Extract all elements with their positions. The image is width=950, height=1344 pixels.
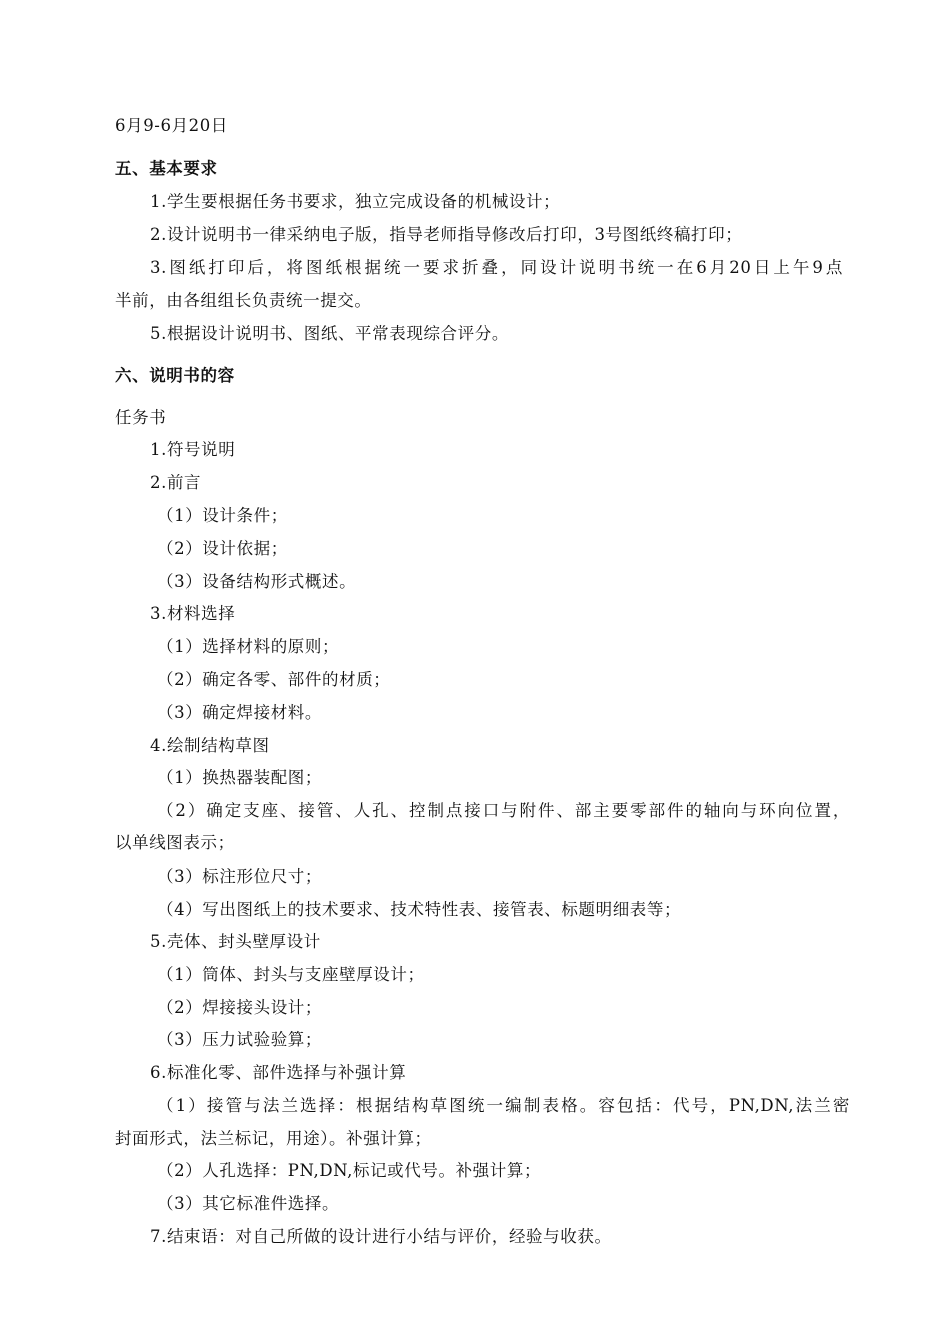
content-sub-item: （3）确定焊接材料。 <box>157 703 322 722</box>
requirement-item-3-cont: 半前，由各组组长负责统一提交。 <box>115 291 372 310</box>
content-sub-item: （1）筒体、封头与支座壁厚设计； <box>157 965 425 984</box>
content-sub-item: （1）设计条件； <box>157 506 288 525</box>
requirement-item-5: 5.根据设计说明书、图纸、平常表现综合评分。 <box>150 324 509 343</box>
section-heading-6: 六、说明书的容 <box>115 366 235 385</box>
content-sub-item: （1）选择材料的原则； <box>157 637 340 656</box>
content-item-1: 1.符号说明 <box>150 440 236 459</box>
content-sub-item: （4）写出图纸上的技术要求、技术特性表、接管表、标题明细表等； <box>157 900 682 919</box>
content-item-7: 7.结束语：对自己所做的设计进行小结与评价，经验与收获。 <box>150 1227 612 1246</box>
requirement-item-2: 2.设计说明书一律采纳电子版，指导老师指导修改后打印，3号图纸终稿打印； <box>150 225 743 244</box>
content-sub-item: （3）压力试验验算； <box>157 1030 322 1049</box>
content-sub-item: （1）接管与法兰选择：根据结构草图统一编制表格。容包括：代号，PN,DN,法兰密 <box>157 1096 850 1115</box>
content-sub-item: （2）人孔选择：PN,DN,标记或代号。补强计算； <box>157 1161 542 1180</box>
content-sub-item: （3）其它标准件选择。 <box>157 1194 340 1213</box>
content-sub-item: （2）确定各零、部件的材质； <box>157 670 391 689</box>
content-sub-item: （3）设备结构形式概述。 <box>157 572 357 591</box>
content-item-3: 3.材料选择 <box>150 604 236 623</box>
content-item-5: 5.壳体、封头壁厚设计 <box>150 932 321 951</box>
content-item-2: 2.前言 <box>150 473 202 492</box>
content-item-6: 6.标准化零、部件选择与补强计算 <box>150 1063 407 1082</box>
content-sub-item: （2）设计依据； <box>157 539 288 558</box>
date-range: 6月9-6月20日 <box>115 116 228 135</box>
content-sub-item-cont: 以单线图表示； <box>115 833 235 852</box>
content-sub-item-cont: 封面形式，法兰标记，用途）。补强计算； <box>115 1129 432 1148</box>
content-sub-item: （3）标注形位尺寸； <box>157 867 322 886</box>
requirement-item-3: 3.图纸打印后，将图纸根据统一要求折叠，同设计说明书统一在6月20日上午9点 <box>150 258 843 277</box>
content-sub-item: （2）焊接接头设计； <box>157 998 322 1017</box>
content-task-book: 任务书 <box>115 408 167 427</box>
requirement-item-1: 1.学生要根据任务书要求，独立完成设备的机械设计； <box>150 192 561 211</box>
content-sub-item: （2）确定支座、接管、人孔、控制点接口与附件、部主要零部件的轴向与环向位置， <box>157 801 850 820</box>
content-item-4: 4.绘制结构草图 <box>150 736 270 755</box>
section-heading-5: 五、基本要求 <box>115 159 218 178</box>
content-sub-item: （1）换热器装配图； <box>157 768 322 787</box>
